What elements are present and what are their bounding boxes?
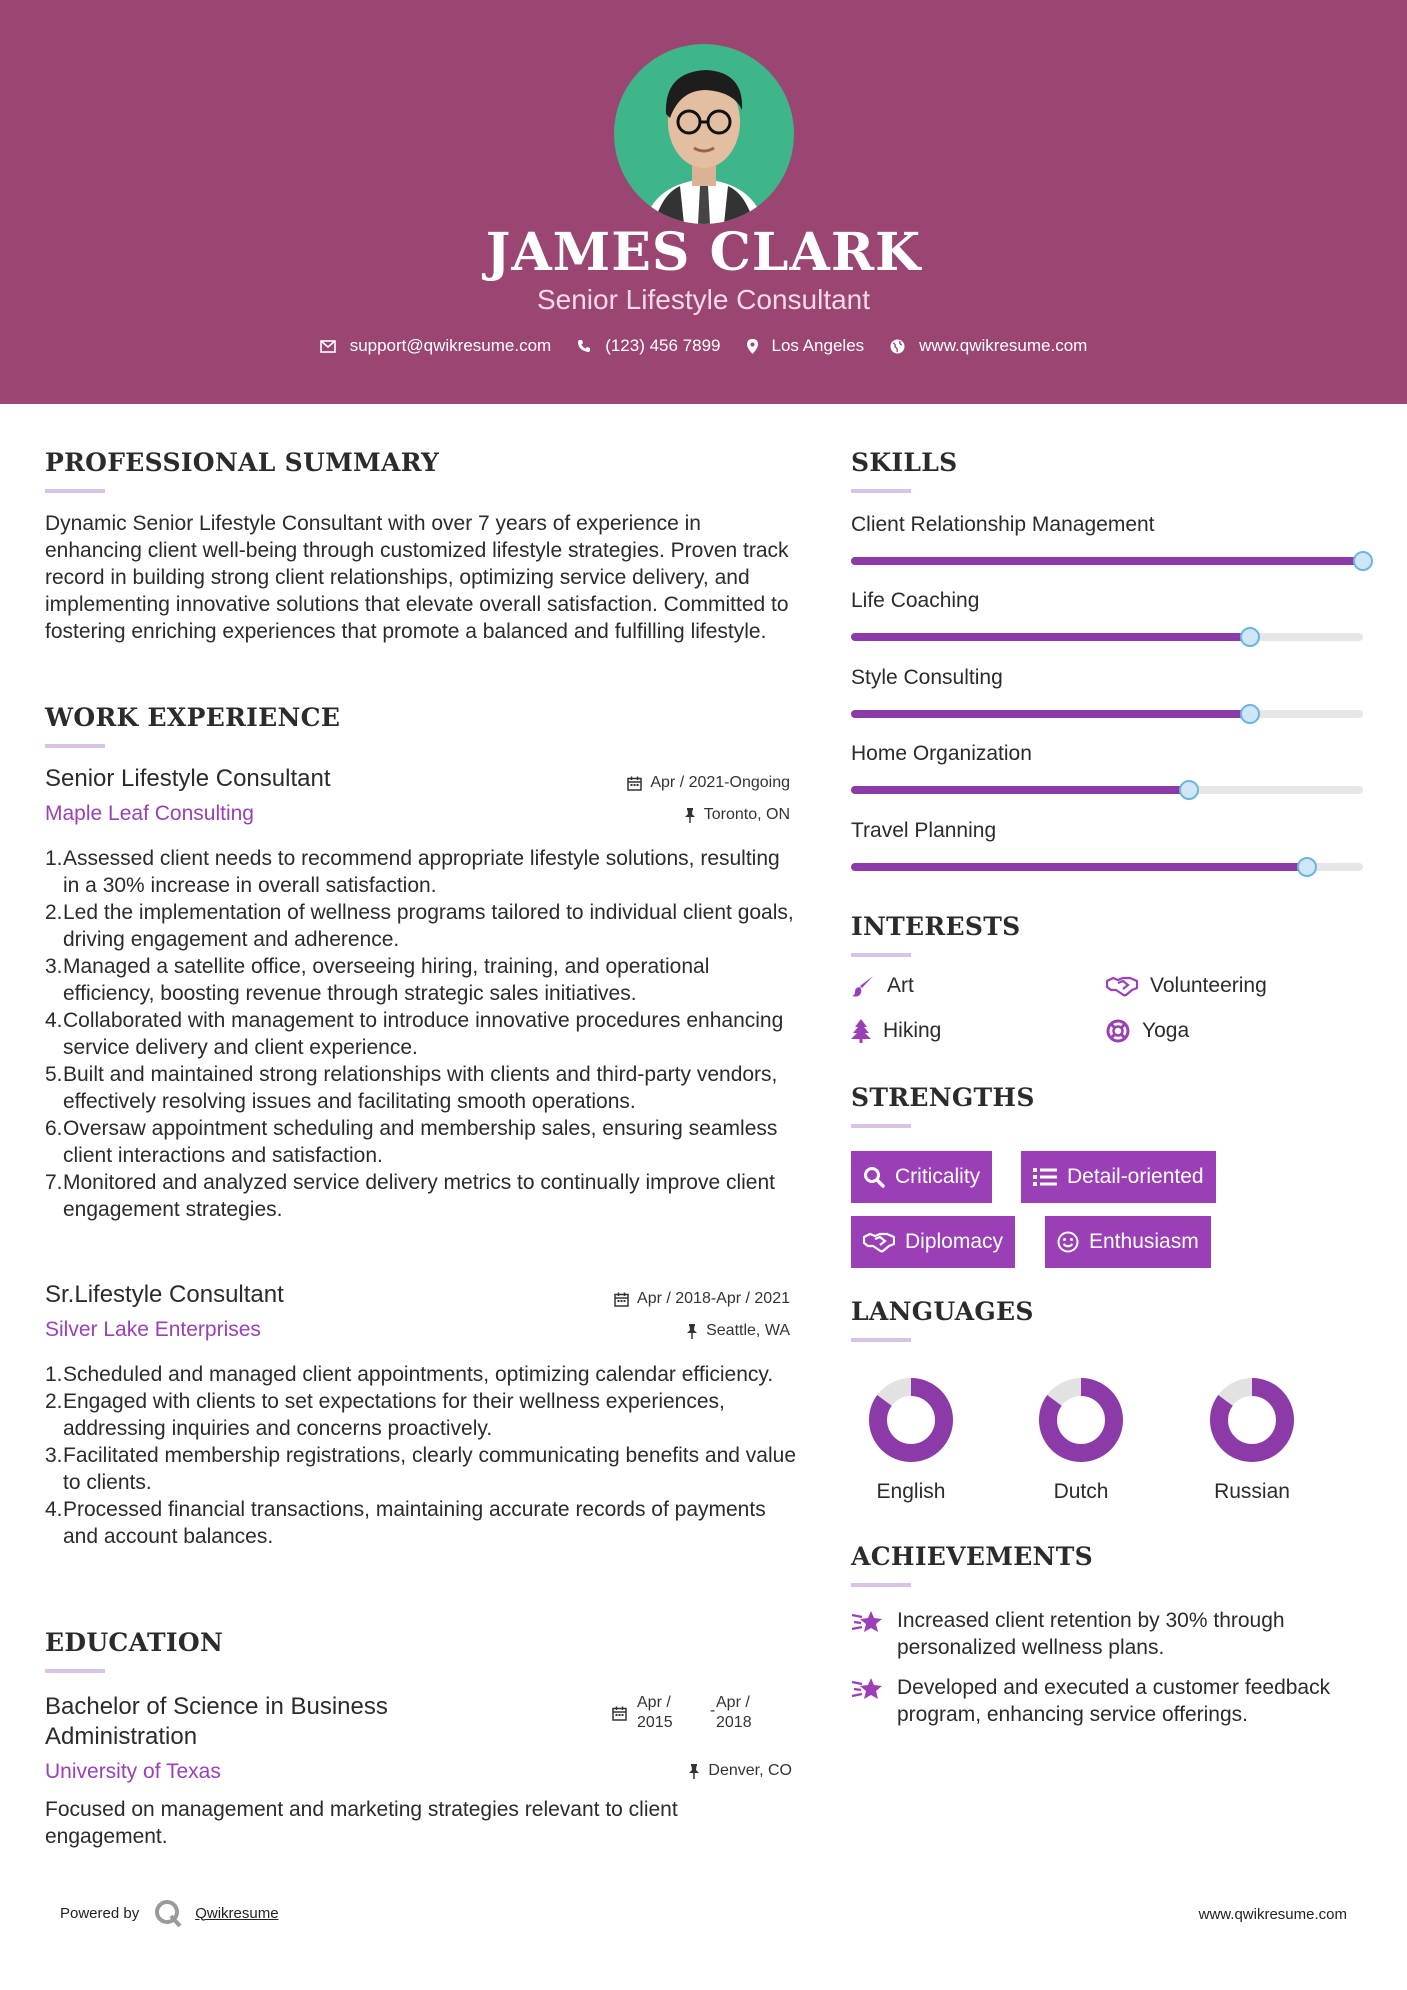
interest-item: Volunteering <box>1106 974 1267 998</box>
job-bullet: 1. Assessed client needs to recommend appropriate lifestyle solutions, resulting in a 30% increase in overall satisfaction. <box>45 847 780 897</box>
job-bullet: 2. Led the implementation of wellness programs tailored to individual client goals, driving engagement and adherence. <box>45 901 794 951</box>
pushpin-icon <box>684 808 696 823</box>
degree-title: Bachelor of Science in Business Administration <box>45 1693 388 1750</box>
contact-phone[interactable] <box>577 336 720 356</box>
education-heading: EDUCATION <box>45 1628 224 1657</box>
language-donut <box>1208 1376 1296 1464</box>
summary-text: Dynamic Senior Lifestyle Consultant with over 7 years of experience in enhancing client well-being through customized lifestyle strategies. Proven track record in building strong client relationships, optimizing service delivery, and implementing innovative solutions that elevate overall satisfaction. Committed to fostering enriching experiences that promote a balanced and fulfilling lifestyle. <box>45 512 789 643</box>
list-icon <box>1033 1167 1057 1187</box>
skill-bar <box>851 557 1363 565</box>
skill-bar-fill <box>851 786 1189 794</box>
brand-link[interactable]: Qwikresume <box>195 1904 279 1922</box>
language-name: Dutch <box>1053 1480 1109 1503</box>
job-bullet: 7. Monitored and analyzed service delivery metrics to continually improve client engagement strategies. <box>45 1171 775 1221</box>
phone-icon <box>577 339 591 353</box>
school-name: University of Texas <box>45 1760 221 1783</box>
job-bullet: 6. Oversaw appointment scheduling and membership sales, ensuring seamless client interactions and satisfaction. <box>45 1117 778 1167</box>
skill-bar-fill <box>851 863 1307 871</box>
job-bullet: 2. Engaged with clients to set expectations for their wellness experiences, addressing inquiries and concerns proactively. <box>45 1390 725 1440</box>
paintbrush-icon <box>851 974 875 998</box>
pushpin-icon <box>686 1324 698 1339</box>
skill-bar-knob <box>1179 780 1199 800</box>
language-donut <box>867 1376 955 1464</box>
location-text: Los Angeles <box>771 336 865 355</box>
contact-bar <box>0 336 1407 356</box>
language-donut <box>1037 1376 1125 1464</box>
job-dates-text: Apr / 2021-Ongoing <box>650 774 790 791</box>
handshake-icon <box>863 1231 895 1253</box>
summary-rule <box>45 489 105 493</box>
footer-powered-by <box>60 1898 279 1928</box>
skill-bar <box>851 863 1363 871</box>
skill-bar-knob <box>1240 627 1260 647</box>
skill-bar-fill <box>851 557 1363 565</box>
interests-heading: INTERESTS <box>851 912 1021 941</box>
smile-icon <box>1057 1231 1079 1253</box>
language-name: Russian <box>1214 1480 1290 1503</box>
phone-text: (123) 456 7899 <box>605 336 721 355</box>
job-bullets <box>45 845 797 1223</box>
candidate-name: JAMES CLARK <box>485 222 922 283</box>
skill-bar <box>851 710 1363 718</box>
achievement-item: Increased client retention by 30% through personalized wellness plans. <box>851 1607 1371 1661</box>
tree-icon <box>851 1019 871 1043</box>
job-company: Silver Lake Enterprises <box>45 1318 261 1341</box>
job-title: Senior Lifestyle Consultant <box>45 765 331 792</box>
handshake-icon <box>1106 975 1138 997</box>
footer-website[interactable]: www.qwikresume.com <box>1198 1906 1347 1923</box>
job-title: Sr.Lifestyle Consultant <box>45 1281 284 1308</box>
skill-label: Travel Planning <box>851 819 997 842</box>
shooting-star-icon <box>851 1609 883 1635</box>
languages-rule <box>851 1338 911 1342</box>
strength-tag: Diplomacy <box>851 1216 1015 1268</box>
calendar-icon <box>612 1706 627 1721</box>
strength-tag: Enthusiasm <box>1045 1216 1211 1268</box>
job-dates-text: Apr / 2018-Apr / 2021 <box>637 1290 790 1307</box>
job-company: Maple Leaf Consulting <box>45 802 254 825</box>
strengths-heading: STRENGTHS <box>851 1083 1035 1112</box>
job-location-text: Seattle, WA <box>706 1322 790 1339</box>
skill-label: Style Consulting <box>851 666 1003 689</box>
job-bullet: 4. Processed financial transactions, maintaining accurate records of payments and account balances. <box>45 1498 766 1548</box>
achievements-heading: ACHIEVEMENTS <box>851 1542 1093 1571</box>
job-location-text: Toronto, ON <box>703 806 790 823</box>
education-location-text: Denver, CO <box>708 1762 792 1779</box>
education-dates: Apr / 2015 - Apr / 2018 <box>612 1694 792 1734</box>
education-description: Focused on management and marketing strategies relevant to client engagement. <box>45 1798 678 1848</box>
experience-rule <box>45 744 105 748</box>
achievement-item: Developed and executed a customer feedback program, enhancing service offerings. <box>851 1674 1371 1728</box>
skill-bar-knob <box>1240 704 1260 724</box>
skill-label: Home Organization <box>851 742 1032 765</box>
skill-label: Client Relationship Management <box>851 513 1155 536</box>
summary-heading: PROFESSIONAL SUMMARY <box>45 448 440 477</box>
education-location <box>500 1762 792 1780</box>
envelope-icon <box>320 340 336 353</box>
job-bullet: 4. Collaborated with management to introduce innovative procedures enhancing service delivery and client experience. <box>45 1009 784 1059</box>
contact-website[interactable] <box>890 336 1087 356</box>
profile-photo <box>614 44 794 224</box>
candidate-title: Senior Lifestyle Consultant <box>536 284 871 315</box>
job-dates <box>500 1290 790 1308</box>
strengths-rule <box>851 1124 911 1128</box>
email-text: support@qwikresume.com <box>349 336 552 355</box>
skills-heading: SKILLS <box>851 448 958 477</box>
interest-item: Yoga <box>1106 1019 1189 1043</box>
skill-bar <box>851 633 1363 641</box>
skill-bar <box>851 786 1363 794</box>
education-rule <box>45 1669 105 1673</box>
interest-item: Hiking <box>851 1019 941 1043</box>
skill-bar-knob <box>1297 857 1317 877</box>
map-pin-icon <box>747 339 758 354</box>
language-name: English <box>876 1480 946 1503</box>
job-bullet: 1. Scheduled and managed client appointments, optimizing calendar efficiency. <box>45 1363 774 1386</box>
globe-icon <box>890 339 905 354</box>
powered-by-text: Powered by <box>60 1904 140 1922</box>
calendar-icon <box>627 776 642 791</box>
calendar-icon <box>614 1292 629 1307</box>
job-bullets <box>45 1361 797 1550</box>
strength-tag: Detail-oriented <box>1021 1151 1216 1203</box>
contact-location <box>747 336 865 356</box>
job-dates <box>500 774 790 792</box>
job-location <box>500 806 790 824</box>
qwikresume-logo-icon <box>153 1898 183 1928</box>
strength-tag: Criticality <box>851 1151 992 1203</box>
skills-rule <box>851 489 911 493</box>
experience-heading: WORK EXPERIENCE <box>45 703 341 732</box>
skill-bar-knob <box>1353 551 1373 571</box>
website-text: www.qwikresume.com <box>919 336 1088 355</box>
shooting-star-icon <box>851 1676 883 1702</box>
achievements-rule <box>851 1583 911 1587</box>
languages-heading: LANGUAGES <box>851 1297 1034 1326</box>
skill-bar-fill <box>851 710 1250 718</box>
job-location <box>500 1322 790 1340</box>
skill-bar-fill <box>851 633 1250 641</box>
header-banner <box>0 0 1407 404</box>
job-bullet: 3. Facilitated membership registrations, clearly communicating benefits and value to clients. <box>45 1444 797 1494</box>
job-bullet: 5. Built and maintained strong relationships with clients and third-party vendors, effectively resolving issues and facilitating smooth operations. <box>45 1063 778 1113</box>
interests-rule <box>851 953 911 957</box>
pushpin-icon <box>688 1764 700 1779</box>
job-bullet: 3. Managed a satellite office, overseeing hiring, training, and operational efficiency, boosting revenue through strategic sales initiatives. <box>45 955 710 1005</box>
contact-email[interactable] <box>320 336 552 356</box>
skill-label: Life Coaching <box>851 589 980 612</box>
interest-item: Art <box>851 974 914 998</box>
lifebuoy-icon <box>1106 1019 1130 1043</box>
search-icon <box>863 1166 885 1188</box>
